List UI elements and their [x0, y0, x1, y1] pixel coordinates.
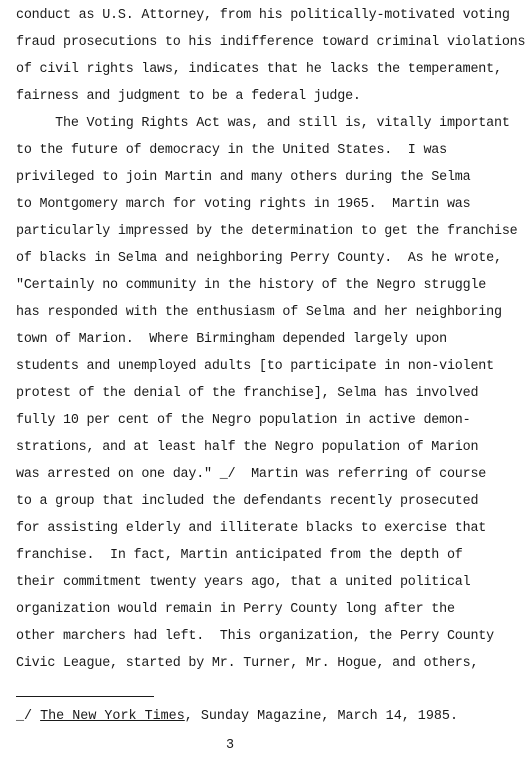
- body-line: fully 10 per cent of the Negro population in active demon-: [16, 413, 471, 428]
- body-line: their commitment twenty years ago, that a united political: [16, 575, 471, 590]
- footnote-source: The New York Times: [40, 709, 185, 724]
- body-line: The Voting Rights Act was, and still is, vitally important: [16, 116, 510, 131]
- body-line: fraud prosecutions to his indifference toward criminal violations: [16, 35, 526, 50]
- body-line: organization would remain in Perry County long after the: [16, 602, 455, 617]
- body-line: of civil rights laws, indicates that he lacks the temperament,: [16, 62, 502, 77]
- body-line: was arrested on one day." _/ Martin was referring of course: [16, 467, 487, 482]
- body-line: franchise. In fact, Martin anticipated from the depth of: [16, 548, 463, 563]
- body-line: of blacks in Selma and neighboring Perry County. As he wrote,: [16, 251, 502, 266]
- body-line: Civic League, started by Mr. Turner, Mr. Hogue, and others,: [16, 656, 479, 671]
- body-line: protest of the denial of the franchise], Selma has involved: [16, 386, 479, 401]
- footnote-text: , Sunday Magazine, March 14, 1985.: [184, 709, 458, 724]
- body-line: has responded with the enthusiasm of Selma and her neighboring: [16, 305, 502, 320]
- body-line: for assisting elderly and illiterate blacks to exercise that: [16, 521, 487, 536]
- body-line: "Certainly no community in the history of the Negro struggle: [16, 278, 487, 293]
- page-number: 3: [226, 738, 235, 753]
- body-line: conduct as U.S. Attorney, from his politically-motivated voting: [16, 8, 510, 23]
- footnote-marker: _/: [16, 709, 41, 724]
- body-line: to Montgomery march for voting rights in 1965. Martin was: [16, 197, 471, 212]
- body-line: strations, and at least half the Negro population of Marion: [16, 440, 479, 455]
- body-line: town of Marion. Where Birmingham depended largely upon: [16, 332, 447, 347]
- body-line: particularly impressed by the determination to get the franchise: [16, 224, 518, 239]
- footnote-divider: [16, 696, 154, 697]
- body-line: to the future of democracy in the United States. I was: [16, 143, 447, 158]
- body-line: other marchers had left. This organization, the Perry County: [16, 629, 494, 644]
- body-line: fairness and judgment to be a federal judge.: [16, 89, 361, 104]
- body-line: to a group that included the defendants recently prosecuted: [16, 494, 479, 509]
- footnote: [16, 709, 458, 725]
- body-line: privileged to join Martin and many others during the Selma: [16, 170, 471, 185]
- body-line: students and unemployed adults [to participate in non-violent: [16, 359, 494, 374]
